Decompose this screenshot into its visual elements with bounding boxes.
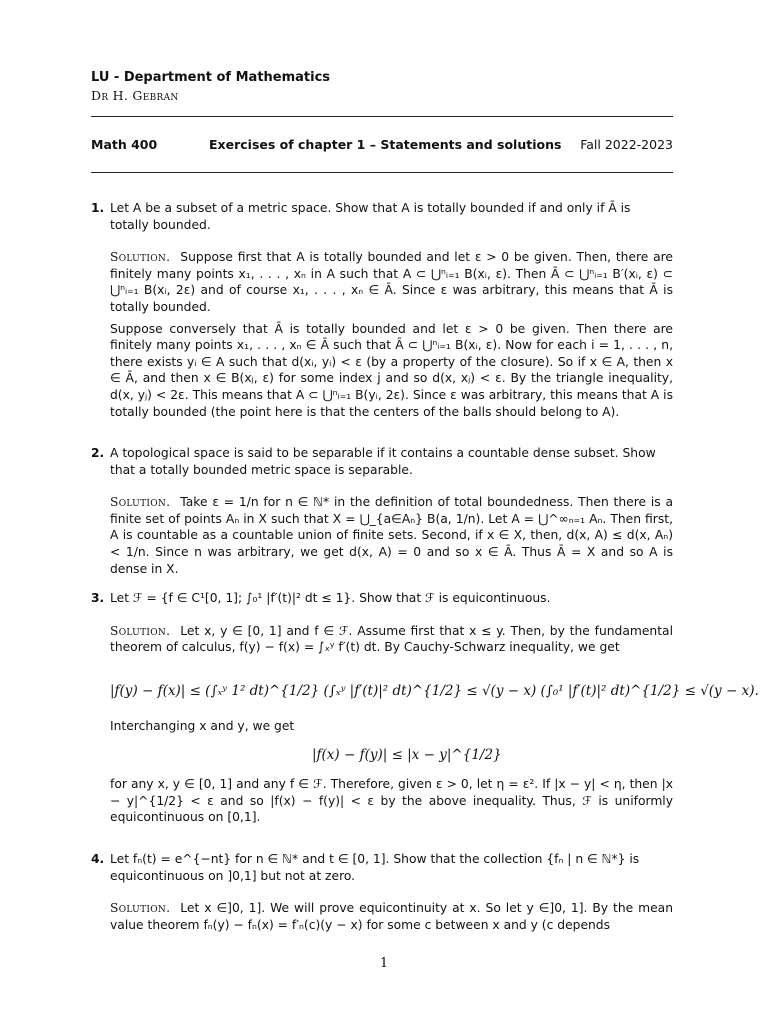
solution-label: Solution. [110,623,171,638]
exercise-number: 3. [91,591,105,605]
exercise-3-continued [91,718,673,735]
exercise-number: 4. [91,852,105,866]
document-title: Exercises of chapter 1 – Statements and solutions [209,137,562,152]
exercise-number: 1. [91,201,105,215]
solution-paragraph [110,623,673,656]
exercise-number: 2. [91,446,105,460]
exercise-4 [91,851,673,933]
solution-text: Suppose first that A is totally bounded and let ε > 0 be given. Then, there are finitely many points x₁, . . . , xₙ in A such that A ⊂ ⋃ⁿᵢ₌₁ B(xᵢ, ε). Then Ā ⊂ ⋃ⁿᵢ₌₁ B′(xᵢ, ε) ⊂ ⋃ⁿᵢ₌₁ B(xᵢ, 2ε) and of course x₁, . . . , xₙ ∈ Ā. Since ε was arbitrary, this means that Ā is totally bounded. [110,250,673,314]
solution-paragraph: for any x, y ∈ [0, 1] and any f ∈ ℱ. Therefore, given ε > 0, let η = ε². If |x − y| < η, then |x − y|^{1/2} < ε and so |f(x) − f(y)| < ε by the above inequality. Thus, ℱ is uniformly equicontinuous on [0,1]. [110,777,673,825]
solution-paragraph [110,494,673,577]
solution-text: Take ε = 1/n for n ∈ ℕ* in the definition of total boundedness. Then there is a finite set of points Aₙ in X such that X = ⋃_{a∈Aₙ} B(a, 1/n). Let A = ⋃^∞ₙ₌₁ Aₙ. Then first, A is countable as a countable union of finite sets. Second, if x ∈ X, then, d(x, A) ≤ d(x, Aₙ) < 1/n. Since n was arbitrary, we get d(x, A) = 0 and so x ∈ Ā. Thus Ā = X and so A is dense in X. [110,495,673,576]
exercise-3-conclusion [91,776,673,826]
exercise-1 [91,200,673,420]
exercise-statement: Let fₙ(t) = e^{−nt} for n ∈ ℕ* and t ∈ [0, 1]. Show that the collection {fₙ | n ∈ ℕ*} is equicontinuous on ]0,1] but not at zero. [110,852,640,883]
exercise-2 [91,445,673,577]
header-rule-bottom [91,172,673,173]
department-name: LU - Department of Mathematics [91,70,331,85]
solution-text: Let x, y ∈ [0, 1] and f ∈ ℱ. Assume first that x ≤ y. Then, by the fundamental theorem of calculus, f(y) − f(x) = ∫ₓʸ f′(t) dt. By Cauchy-Schwarz inequality, we get [110,623,673,655]
display-equation-holder: |f(x) − f(y)| ≤ |x − y|^{1/2} [312,747,502,763]
author-name: Dr H. Gebran [91,88,179,103]
page-number: 1 [379,956,389,971]
solution-label: Solution. [110,250,171,265]
display-equation-cauchy-schwarz: |f(y) − f(x)| ≤ (∫ₓʸ 1² dt)^{1/2} (∫ₓʸ |f′(t)|² dt)^{1/2} ≤ √(y − x) (∫₀¹ |f′(t)|² dt)^{1/2} ≤ √(y − x). [110,683,759,699]
term: Fall 2022-2023 [580,137,673,152]
header-rule-top [91,116,673,117]
exercise-statement: Let A be a subset of a metric space. Show that A is totally bounded if and only if Ā is totally bounded. [110,201,631,232]
interchange-text: Interchanging x and y, we get [110,719,295,733]
solution-paragraph [110,900,673,933]
exercise-statement: A topological space is said to be separable if it contains a countable dense subset. Show that a totally bounded metric space is separable. [110,446,656,477]
solution-paragraph [110,249,673,315]
solution-label: Solution. [110,901,171,916]
exercise-3 [91,590,673,656]
solution-text: Let x ∈]0, 1]. We will prove equicontinuity at x. So let y ∈]0, 1]. By the mean value theorem fₙ(y) − fₙ(x) = f′ₙ(c)(y − x) for some c between x and y (c depends [110,901,673,932]
solution-paragraph: Suppose conversely that Ā is totally bounded and let ε > 0 be given. Then there are finitely many points x₁, . . . , xₙ ∈ Ā such that Ā ⊂ ⋃ⁿᵢ₌₁ B(xᵢ, ε). Now for each i = 1, . . . , n, there exists yᵢ ∈ A such that d(xᵢ, yᵢ) < ε (by a property of the closure). So if x ∈ A, then x ∈ Ā, and then x ∈ B(xⱼ, ε) for some index j and so d(x, xⱼ) < ε. By the triangle inequality, d(x, yⱼ) < 2ε. This means that A ⊂ ⋃ⁿᵢ₌₁ B(yᵢ, 2ε). Since ε was arbitrary, this means that A is totally bounded (the point here is that the centers of the balls should belong to A). [110,321,673,419]
course-code: Math 400 [91,137,158,152]
solution-label: Solution. [110,495,171,510]
exercise-statement: Let ℱ = {f ∈ C¹[0, 1]; ∫₀¹ |f′(t)|² dt ≤ 1}. Show that ℱ is equicontinuous. [110,591,551,605]
